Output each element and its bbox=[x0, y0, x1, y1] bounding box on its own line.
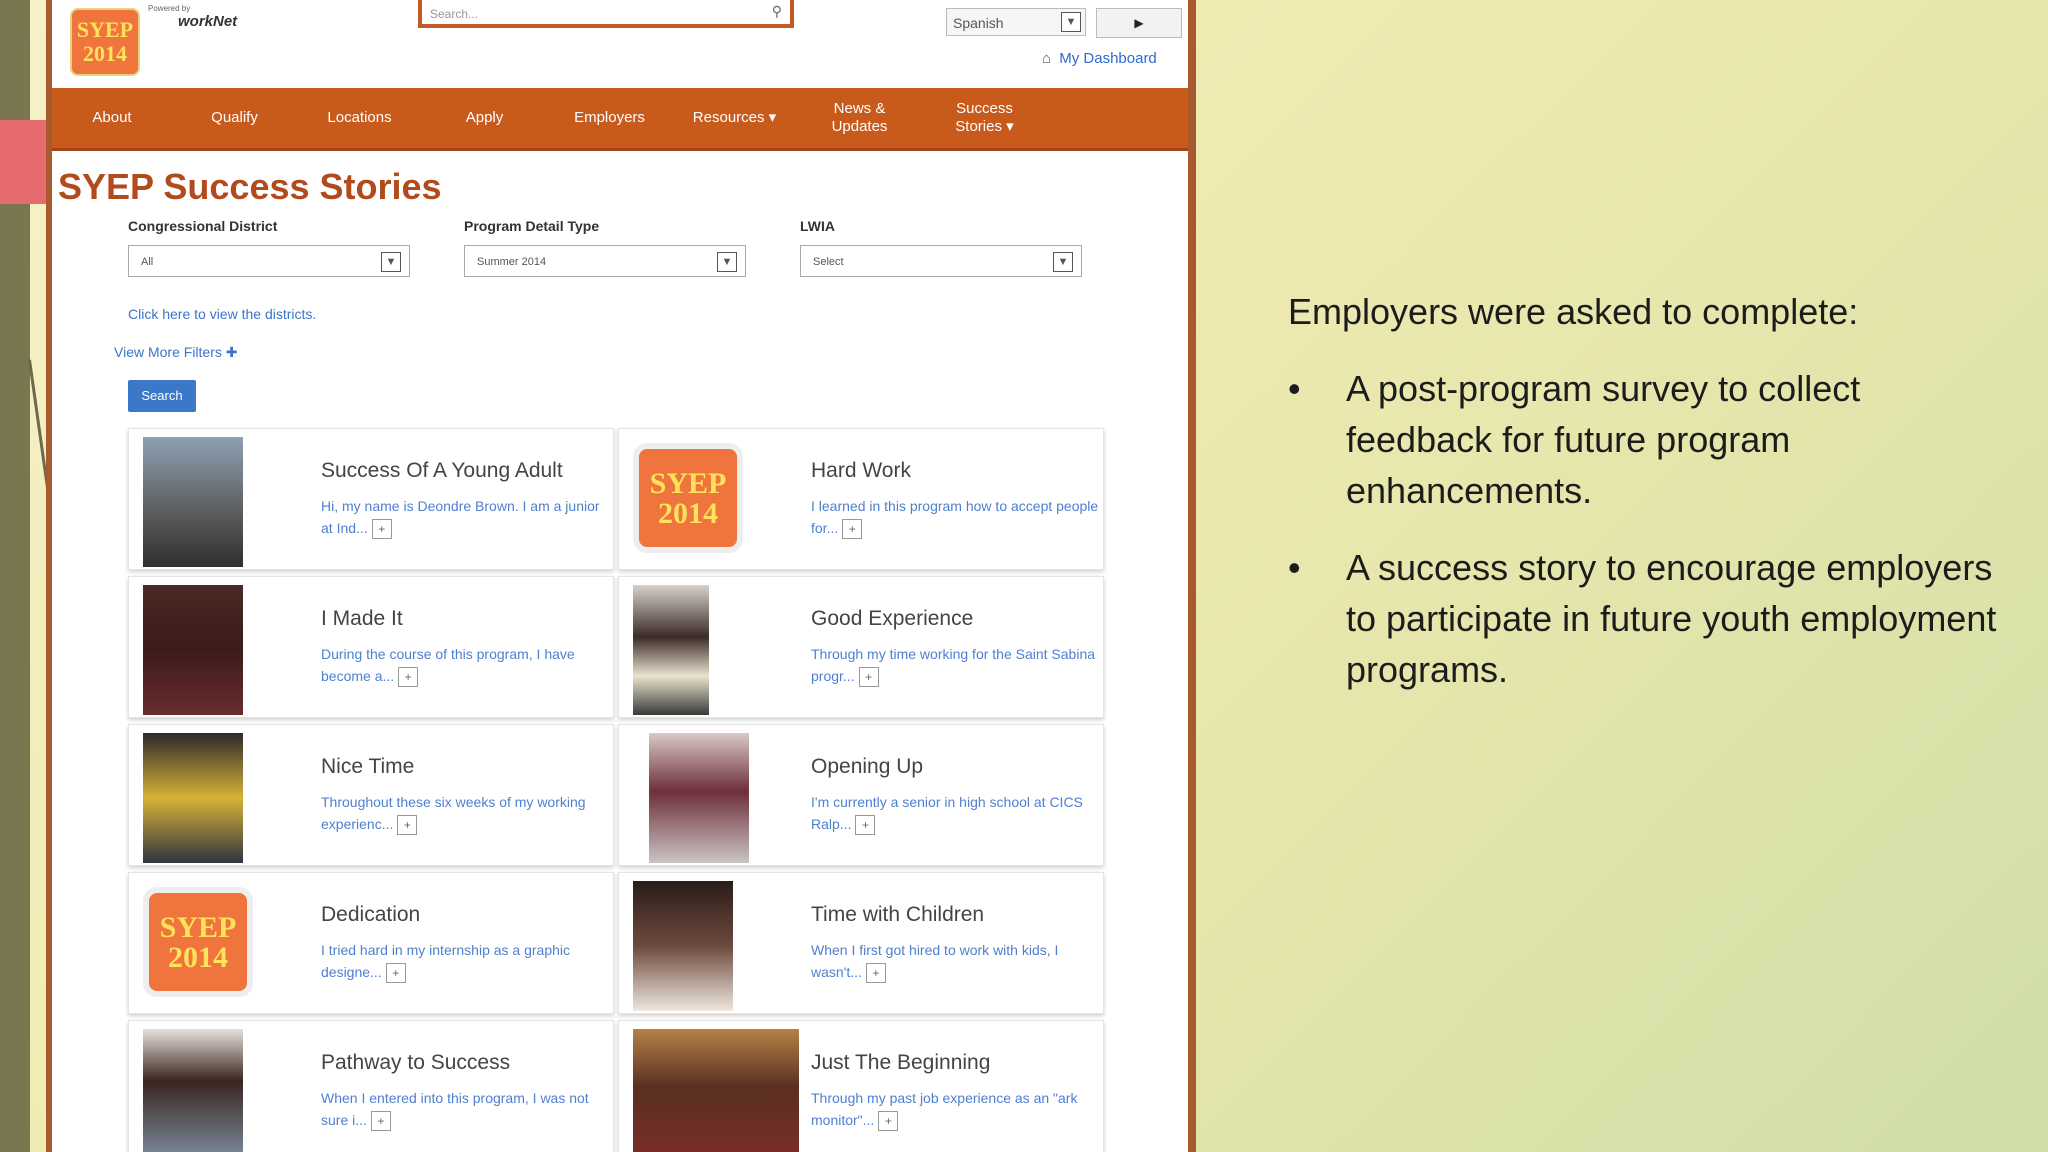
story-excerpt: I learned in this program how to accept people for... + bbox=[811, 495, 1101, 539]
story-excerpt: When I first got hired to work with kids, I wasn't... + bbox=[811, 939, 1101, 983]
expand-icon[interactable]: + bbox=[386, 963, 406, 983]
story-card[interactable] bbox=[128, 428, 614, 570]
bullet-item bbox=[1288, 363, 2008, 516]
bullet-dot-icon: • bbox=[1288, 368, 1301, 409]
expand-icon[interactable]: + bbox=[372, 519, 392, 539]
story-card[interactable] bbox=[128, 872, 614, 1014]
story-excerpt: I'm currently a senior in high school at CICS Ralp... + bbox=[811, 791, 1101, 835]
site-search-input[interactable] bbox=[418, 0, 794, 28]
story-title[interactable]: Success Of A Young Adult bbox=[321, 459, 563, 482]
story-photo[interactable] bbox=[143, 733, 243, 863]
main-nav bbox=[52, 88, 1188, 151]
house-icon: ⌂ bbox=[1042, 50, 1052, 67]
story-title[interactable]: Time with Children bbox=[811, 903, 985, 926]
dashboard-link[interactable] bbox=[1042, 50, 1157, 67]
district-select[interactable] bbox=[128, 245, 410, 277]
slide-text bbox=[1288, 286, 2008, 721]
story-photo[interactable] bbox=[143, 585, 243, 715]
story-excerpt: Through my time working for the Saint Sabina progr... + bbox=[811, 643, 1101, 687]
program-type-select[interactable] bbox=[464, 245, 746, 277]
powered-by-text: Powered by bbox=[148, 4, 191, 13]
bullet-text: A success story to encourage employers to participate in future youth employment programs. bbox=[1346, 547, 1997, 690]
story-card[interactable] bbox=[128, 1020, 614, 1152]
story-photo[interactable] bbox=[143, 437, 243, 567]
story-photo[interactable] bbox=[633, 881, 733, 1011]
story-title[interactable]: Hard Work bbox=[811, 459, 911, 482]
story-excerpt: During the course of this program, I have become a... + bbox=[321, 643, 611, 687]
dashboard-label: My Dashboard bbox=[1059, 50, 1157, 67]
story-excerpt: Throughout these six weeks of my working experienc... + bbox=[321, 791, 611, 835]
slide-intro: Employers were asked to complete: bbox=[1288, 291, 1859, 332]
story-title[interactable]: Pathway to Success bbox=[321, 1051, 511, 1074]
worknet-brand: workNet bbox=[178, 13, 238, 30]
search-icon[interactable]: ⚲ bbox=[771, 3, 782, 19]
story-card[interactable] bbox=[128, 724, 614, 866]
view-districts-link[interactable]: Click here to view the districts. bbox=[128, 306, 317, 322]
filter-label-program: Program Detail Type bbox=[464, 218, 600, 234]
nav-item-locations[interactable]: Locations bbox=[327, 109, 392, 126]
story-card[interactable] bbox=[618, 428, 1104, 570]
search-button[interactable]: Search bbox=[128, 380, 196, 412]
expand-icon[interactable]: + bbox=[866, 963, 886, 983]
expand-icon[interactable]: + bbox=[859, 667, 879, 687]
nav-item-news[interactable]: News & Updates bbox=[831, 100, 888, 135]
story-excerpt: When I entered into this program, I was not sure i... + bbox=[321, 1087, 611, 1131]
story-title[interactable]: I Made It bbox=[321, 607, 403, 630]
expand-icon[interactable]: + bbox=[398, 667, 418, 687]
play-icon: ▶ bbox=[1134, 16, 1144, 30]
lwia-select[interactable] bbox=[800, 245, 1082, 277]
story-photo[interactable] bbox=[649, 733, 749, 863]
nav-item-apply[interactable]: Apply bbox=[465, 109, 504, 126]
story-title[interactable]: Opening Up bbox=[811, 755, 924, 778]
story-title[interactable]: Dedication bbox=[321, 903, 421, 926]
expand-icon[interactable]: + bbox=[371, 1111, 391, 1131]
program-type-value: Summer 2014 bbox=[477, 256, 547, 268]
story-card[interactable] bbox=[618, 1020, 1104, 1152]
expand-icon[interactable]: + bbox=[878, 1111, 898, 1131]
chevron-down-icon[interactable]: ▼ bbox=[1061, 12, 1081, 32]
story-photo[interactable] bbox=[633, 1029, 799, 1152]
site-header bbox=[52, 0, 1188, 88]
bullet-text: A post-program survey to collect feedback for future program enhancements. bbox=[1346, 368, 1861, 511]
bullet-dot-icon: • bbox=[1288, 547, 1301, 588]
bullet-item bbox=[1288, 542, 2008, 695]
story-title[interactable]: Just The Beginning bbox=[811, 1051, 991, 1074]
story-title[interactable]: Nice Time bbox=[321, 755, 415, 778]
worknet-logo[interactable] bbox=[148, 4, 248, 40]
search-placeholder: Search... bbox=[430, 7, 479, 21]
story-photo[interactable] bbox=[633, 585, 709, 715]
syep-logo[interactable]: SYEP 2014 bbox=[70, 8, 140, 76]
district-value: All bbox=[141, 256, 154, 268]
nav-item-about[interactable]: About bbox=[92, 109, 132, 126]
story-card[interactable] bbox=[618, 576, 1104, 718]
chevron-down-icon[interactable]: ▼ bbox=[381, 252, 401, 272]
language-select[interactable] bbox=[946, 8, 1086, 36]
story-card[interactable] bbox=[618, 872, 1104, 1014]
filter-label-district: Congressional District bbox=[128, 218, 278, 234]
story-excerpt: I tried hard in my internship as a graphic designe... + bbox=[321, 939, 611, 983]
view-more-filters-link[interactable]: View More Filters ✚ bbox=[114, 344, 238, 360]
story-card[interactable] bbox=[618, 724, 1104, 866]
story-card[interactable] bbox=[128, 576, 614, 718]
nav-item-employers[interactable]: Employers bbox=[574, 109, 645, 126]
lwia-value: Select bbox=[813, 256, 844, 268]
chevron-down-icon[interactable]: ▼ bbox=[717, 252, 737, 272]
nav-item-resources[interactable]: Resources ▾ bbox=[692, 109, 777, 126]
story-photo[interactable] bbox=[143, 1029, 243, 1152]
story-title[interactable]: Good Experience bbox=[811, 607, 974, 630]
filter-label-lwia: LWIA bbox=[800, 218, 835, 234]
story-excerpt: Hi, my name is Deondre Brown. I am a junior at Ind... + bbox=[321, 495, 611, 539]
expand-icon[interactable]: + bbox=[855, 815, 875, 835]
syep-logo-thumbnail[interactable]: SYEP 2014 bbox=[633, 443, 743, 553]
slide-accent-block bbox=[0, 120, 46, 204]
expand-icon[interactable]: + bbox=[397, 815, 417, 835]
language-go-button[interactable] bbox=[1096, 8, 1182, 38]
language-value: Spanish bbox=[953, 15, 1004, 31]
nav-item-qualify[interactable]: Qualify bbox=[211, 109, 258, 126]
expand-icon[interactable]: + bbox=[842, 519, 862, 539]
syep-logo-thumbnail[interactable]: SYEP 2014 bbox=[143, 887, 253, 997]
website-screenshot bbox=[46, 0, 1196, 1152]
nav-item-success-stories[interactable]: Success Stories ▾ bbox=[955, 100, 1014, 135]
story-excerpt: Through my past job experience as an "ark monitor"... + bbox=[811, 1087, 1101, 1131]
chevron-down-icon[interactable]: ▼ bbox=[1053, 252, 1073, 272]
page-title: SYEP Success Stories bbox=[58, 166, 442, 207]
